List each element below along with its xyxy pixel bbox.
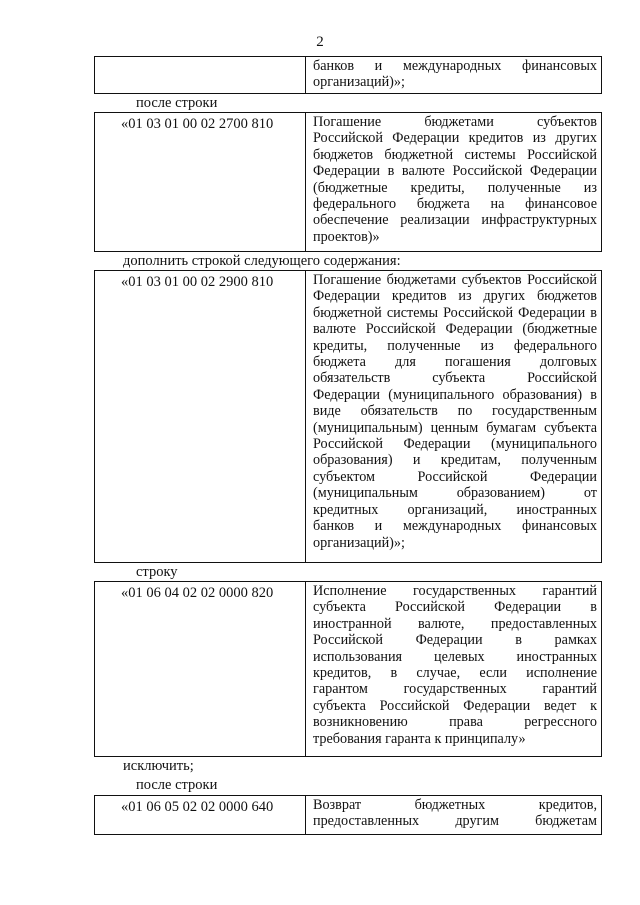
- desc-line: валюте Российской Федерации (бюджетные: [313, 321, 597, 338]
- table-row: [94, 56, 602, 94]
- desc-line: банков и международных финансовых: [313, 518, 597, 535]
- desc-line: Федерации кредитов из других бюджетов: [313, 288, 597, 305]
- desc-line: организаций)»;: [313, 534, 405, 551]
- row-description: [306, 57, 601, 93]
- row-description: [306, 113, 601, 251]
- row-description: [306, 271, 601, 562]
- budget-code: «01 03 01 00 02 2700 810: [95, 113, 306, 251]
- desc-line: Российской Федерации (муниципального: [313, 436, 597, 453]
- desc-line: субъекта Российской Федерации ведет к: [313, 697, 597, 714]
- desc-line: использования целевых иностранных: [313, 648, 597, 665]
- desc-line: Погашение бюджетами субъектов: [313, 114, 597, 130]
- row-description: [306, 582, 601, 756]
- desc-line: Погашение бюджетами субъектов Российской: [313, 272, 597, 288]
- desc-line: Российской Федерации кредитов из других: [313, 130, 597, 147]
- desc-line: образования) и кредитам, полученным: [313, 452, 597, 469]
- desc-line: обязательств субъекта Российской: [313, 370, 597, 387]
- row-description: [306, 796, 601, 834]
- desc-line: Федерации в валюте Российской Федерации: [313, 163, 597, 180]
- desc-line: проектов)»: [313, 228, 380, 245]
- desc-line: кредиты, полученные из федерального: [313, 337, 597, 354]
- supplement-note: дополнить строкой следующего содержания:: [123, 253, 401, 269]
- desc-line: субъекта Российской Федерации в: [313, 599, 597, 616]
- row-note: строку: [136, 564, 178, 580]
- desc-line: гарантом государственных гарантий: [313, 681, 597, 698]
- desc-line: требования гаранта к принципалу»: [313, 730, 526, 747]
- budget-code: «01 06 05 02 02 0000 640: [95, 796, 306, 834]
- exclude-note: исключить;: [123, 758, 194, 774]
- table-row: [94, 112, 602, 252]
- desc-line: (муниципальным образованием) от: [313, 485, 597, 502]
- desc-line: Исполнение государственных гарантий: [313, 583, 597, 599]
- desc-line: организаций)»;: [313, 74, 405, 91]
- desc-line: банков и международных финансовых: [313, 58, 597, 74]
- table-row: [94, 795, 602, 835]
- desc-line: (бюджетные кредиты, полученные из: [313, 179, 597, 196]
- desc-line: субъектом Российской Федерации: [313, 468, 597, 485]
- table-row: [94, 581, 602, 757]
- desc-line: бюджетной системы Российской Федерации в: [313, 304, 597, 321]
- budget-code: [95, 57, 306, 93]
- desc-line: иностранной валюте, предоставленных: [313, 615, 597, 632]
- desc-line: бюджетов бюджетной системы Российской: [313, 146, 597, 163]
- desc-line: кредитных организаций, иностранных: [313, 501, 597, 518]
- desc-line: кредитов, в случае, если исполнение: [313, 665, 597, 682]
- table-row: [94, 270, 602, 563]
- budget-code: «01 06 04 02 02 0000 820: [95, 582, 306, 756]
- after-row-note: после строки: [136, 95, 218, 111]
- desc-line: обеспечение реализации инфраструктурных: [313, 212, 597, 229]
- desc-line: Федерации (муниципального образования) в: [313, 386, 597, 403]
- desc-line: предоставленных другим бюджетам: [313, 813, 597, 830]
- budget-code: «01 03 01 00 02 2900 810: [95, 271, 306, 562]
- after-row-note: после строки: [136, 777, 218, 793]
- desc-line: Российской Федерации в рамках: [313, 632, 597, 649]
- desc-line: федерального бюджета на финансовое: [313, 196, 597, 213]
- desc-line: виде обязательств по государственным: [313, 403, 597, 420]
- page-number: 2: [316, 34, 324, 50]
- desc-line: возникновению права регрессного: [313, 714, 597, 731]
- desc-line: бюджета для погашения долговых: [313, 354, 597, 371]
- desc-line: (муниципальным) ценным бумагам субъекта: [313, 419, 597, 436]
- desc-line: Возврат бюджетных кредитов,: [313, 797, 597, 813]
